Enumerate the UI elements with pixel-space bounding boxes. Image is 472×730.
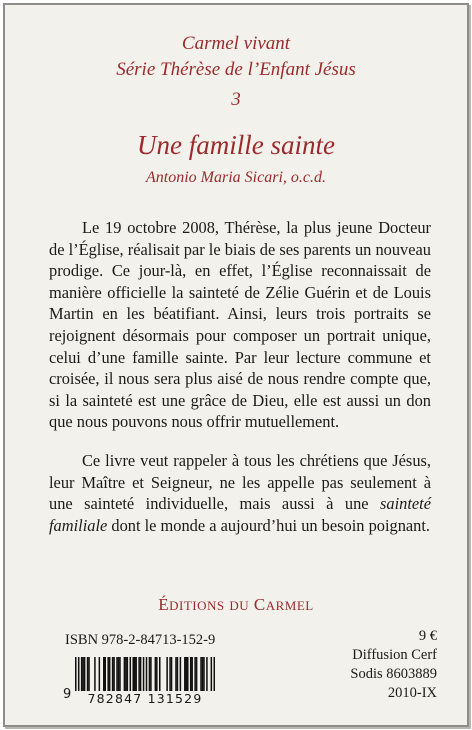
edition-code: 2010-IX (387, 685, 437, 701)
paragraph-2-emphasis: sainteté familiale (49, 494, 431, 535)
publisher-word-3-initial: C (253, 595, 266, 614)
paragraph-2-text-end: dont le monde a aujourd’hui un besoin poignant. (107, 515, 431, 535)
isbn-number: ISBN 978-2-84713-152-9 (65, 632, 216, 648)
publisher-initial: É (158, 595, 170, 614)
barcode-first-digit: 9 (63, 687, 72, 702)
distributor: Diffusion Cerf (352, 647, 437, 663)
collection-name: Carmel vivant (181, 33, 291, 54)
volume-number: 3 (231, 89, 241, 110)
book-author: Antonio Maria Sicari, o.c.d. (146, 169, 326, 186)
publisher-name (5, 595, 467, 615)
price: 9 € (418, 628, 437, 644)
barcode (63, 657, 215, 705)
barcode-digits: 782847 131529 (75, 691, 215, 706)
publisher-word-3-rest: ARMEL (265, 598, 314, 613)
blurb-paragraph-2 (49, 450, 431, 536)
series-name: Série Thérèse de l’Enfant Jésus (116, 59, 356, 80)
publisher-word-1-rest: DITIONS (169, 598, 225, 613)
blurb-paragraph-1: Le 19 octobre 2008, Thérèse, la plus jeune Docteur de l’Église, réalisait par le biais de ses parents un nouveau prodige. Ce jour-là, en effet, l’Église reconnaissait de manière officielle la sainteté de Zélie Guérin et de Louis Martin en les béatifiant. Ainsi, leurs trois portraits se rejoignent désormais pour composer un portrait unique, celui d’une famille sainte. Par leur lecture commune et croisée, il nous sera plus aisé de nous rendre compte que, si la sainteté est une grâce de Dieu, elle est aussi un don que nous pouvons nous offrir mutuellement. (49, 218, 431, 432)
publisher-word-2: DU (229, 598, 250, 613)
sodis-code: Sodis 8603889 (350, 666, 437, 682)
book-back-cover (3, 3, 469, 727)
book-title: Une famille sainte (137, 130, 335, 160)
price-distribution-block (350, 627, 437, 703)
paragraph-2-text-start: Ce livre veut rappeler à tous les chrétiens que Jésus, leur Maître et Seigneur, ne les appelle pas seulement à une sainteté individuelle, mais aussi à une (49, 451, 431, 514)
